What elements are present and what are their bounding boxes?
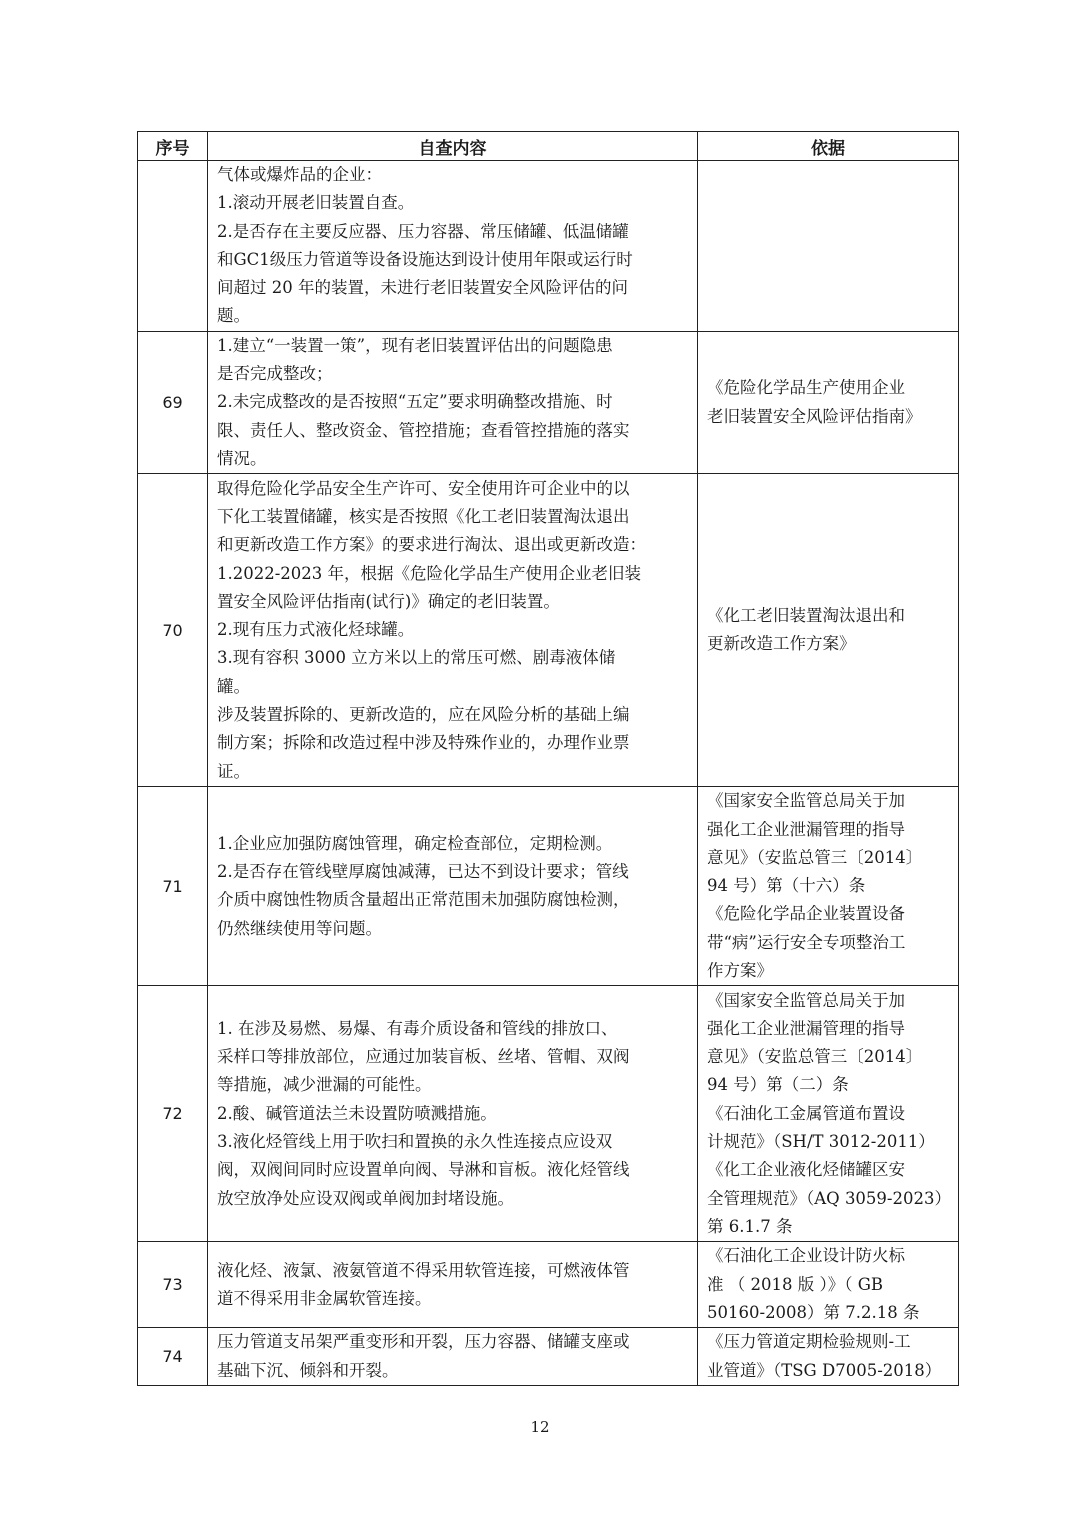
row-basis [698,474,959,787]
content-line: 液化烃、液氯、液氨管道不得采用软管连接，可燃液体管 [217,1260,630,1280]
basis-line: 《化工老旧装置淘汰退出和 [707,605,905,625]
row-number: 73 [138,1242,208,1328]
header-content: 自查内容 [208,132,698,161]
basis-line: 94 号）第（二）条 [707,1075,849,1095]
basis-line: 《危险化学品企业装置设备 [707,904,905,924]
content-line: 压力管道支吊架严重变形和开裂，压力容器、储罐支座或 [217,1332,630,1352]
row-number: 72 [138,986,208,1242]
content-line: 罐。 [217,676,250,696]
content-line: 气体或爆炸品的企业： [217,165,382,184]
table-row [138,474,959,787]
basis-line: 《压力管道定期检验规则-工 [707,1332,911,1352]
header-no: 序号 [138,132,208,161]
table-row [138,1328,959,1386]
content-line: 限、责任人、整改资金、管控措施；查看管控措施的落实 [217,420,630,440]
basis-line: 作方案》 [707,961,773,981]
row-basis [698,161,959,332]
content-line: 放空放净处应设双阀或单阀加封堵设施。 [217,1188,514,1208]
row-basis [698,1328,959,1386]
content-line: 是否完成整改； [217,364,333,384]
content-line: 和更新改造工作方案》的要求进行淘汰、退出或更新改造： [217,535,646,555]
row-content [208,1328,698,1386]
content-line: 1. 在涉及易燃、易爆、有毒介质设备和管线的排放口、 [217,1018,618,1038]
content-line: 道不得采用非金属软管连接。 [217,1288,432,1308]
table-row [138,986,959,1242]
basis-line: 50160-2008）第 7.2.18 条 [707,1302,920,1322]
row-basis [698,986,959,1242]
self-check-table [137,131,959,1386]
table-row [138,331,959,473]
basis-line: 《危险化学品生产使用企业 [707,378,905,398]
content-line: 下化工装置储罐，核实是否按照《化工老旧装置淘汰退出 [217,506,630,526]
table-row [138,787,959,986]
basis-line: 《石油化工金属管道布置设 [707,1103,905,1123]
table-row [138,161,959,332]
content-line: 取得危险化学品安全生产许可、安全使用许可企业中的以 [217,478,630,498]
row-basis [698,331,959,473]
content-line: 1.企业应加强防腐蚀管理，确定检查部位，定期检测。 [217,833,613,853]
content-line: 阀，双阀间同时应设置单向阀、导淋和盲板。液化烃管线 [217,1160,630,1180]
basis-line: 业管道》（TSG D7005-2018） [707,1360,942,1380]
row-number: 74 [138,1328,208,1386]
content-line: 3.现有容积 3000 立方米以上的常压可燃、剧毒液体储 [217,648,616,668]
row-basis [698,1242,959,1328]
basis-line: 《化工企业液化烃储罐区安 [707,1160,905,1180]
basis-line: 准 （ 2018 版 ）》（ GB [707,1274,884,1294]
basis-line: 更新改造工作方案》 [707,634,856,654]
page-number: 12 [530,1418,550,1436]
basis-line: 94 号）第（十六）条 [707,876,866,896]
content-line: 制方案；拆除和改造过程中涉及特殊作业的，办理作业票 [217,733,630,753]
content-line: 间超过 20 年的装置，未进行老旧装置安全风险评估的问 [217,278,628,298]
basis-line: 全管理规范》（AQ 3059-2023） [707,1188,951,1208]
basis-line: 意见》（安监总管三〔2014〕 [707,1047,923,1067]
content-line: 情况。 [217,448,267,468]
content-line: 2.酸、碱管道法兰未设置防喷溅措施。 [217,1103,497,1123]
row-content [208,474,698,787]
content-line: 基础下沉、倾斜和开裂。 [217,1360,399,1380]
content-line: 2.是否存在主要反应器、压力容器、常压储罐、低温储罐 [217,221,629,241]
table-body [138,161,959,1386]
row-content [208,331,698,473]
content-line: 证。 [217,761,250,781]
content-line: 涉及装置拆除的、更新改造的，应在风险分析的基础上编 [217,705,630,724]
content-line: 介质中腐蚀性物质含量超出正常范围未加强防腐蚀检测， [217,890,630,910]
basis-line: 第 6.1.7 条 [707,1216,793,1236]
row-number: 70 [138,474,208,787]
row-number [138,161,208,332]
row-content [208,161,698,332]
row-number: 69 [138,331,208,473]
basis-line: 强化工企业泄漏管理的指导 [707,1018,905,1038]
basis-line: 老旧装置安全风险评估指南》 [707,406,922,426]
content-line: 3.液化烃管线上用于吹扫和置换的永久性连接点应设双 [217,1131,613,1151]
content-line: 2.未完成整改的是否按照“五定”要求明确整改措施、时 [217,392,613,412]
header-basis: 依据 [698,132,959,161]
content-line: 仍然继续使用等问题。 [217,918,382,938]
basis-line: 《国家安全监管总局关于加 [707,990,905,1010]
content-line: 和GC1级压力管道等设备设施达到设计使用年限或运行时 [217,249,633,269]
row-basis [698,787,959,986]
content-line: 2.现有压力式液化烃球罐。 [217,620,415,640]
basis-line: 计规范》（SH/T 3012-2011） [707,1131,935,1151]
basis-line: 《石油化工企业设计防火标 [707,1246,905,1266]
content-line: 1.滚动开展老旧装置自查。 [217,193,415,213]
content-line: 2.是否存在管线壁厚腐蚀减薄，已达不到设计要求；管线 [217,862,629,881]
content-line: 1.建立“一装置一策”，现有老旧装置评估出的问题隐患 [217,335,613,355]
table-row [138,1242,959,1328]
row-content [208,1242,698,1328]
table-header-row [138,132,959,161]
basis-line: 带“病”运行安全专项整治工 [707,932,906,952]
content-line: 题。 [217,306,250,326]
row-content [208,787,698,986]
row-content [208,986,698,1242]
content-line: 等措施，减少泄漏的可能性。 [217,1075,432,1095]
content-line: 1.2022-2023 年，根据《危险化学品生产使用企业老旧装 [217,563,642,583]
basis-line: 《国家安全监管总局关于加 [707,791,905,811]
content-line: 置安全风险评估指南(试行)》确定的老旧装置。 [217,591,560,611]
basis-line: 强化工企业泄漏管理的指导 [707,819,905,839]
basis-line: 意见》（安监总管三〔2014〕 [707,847,923,867]
row-number: 71 [138,787,208,986]
content-line: 采样口等排放部位，应通过加装盲板、丝堵、管帽、双阀 [217,1047,630,1067]
